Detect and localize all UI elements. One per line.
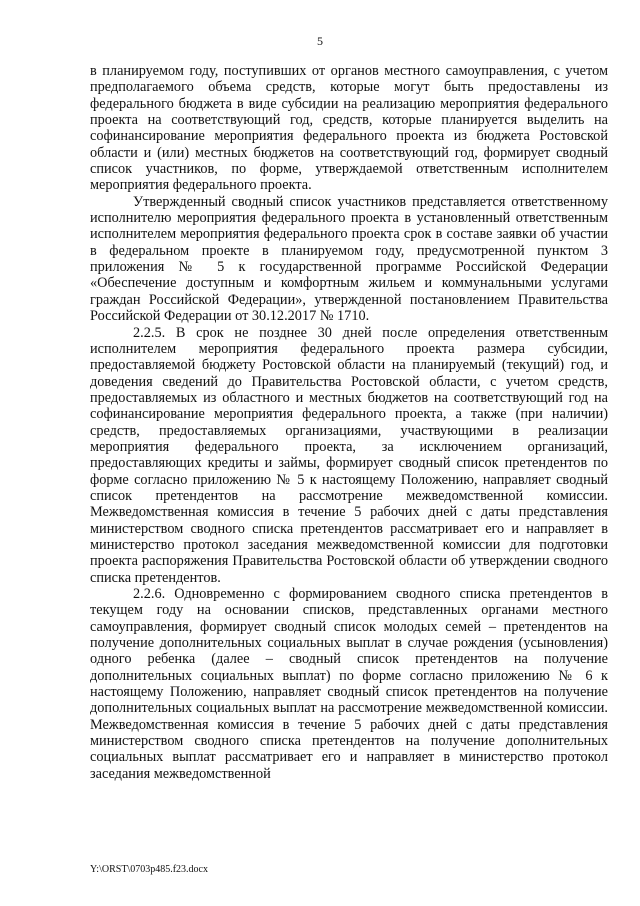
paragraph: Утвержденный сводный список участников представляется ответственному исполнителю мероприятия федерального проекта в установленный ответственным исполнителем мероприятия федерального проекта срок в составе заявки об участии в федеральном проекте в планируемом году, предусмотренной пунктом 3 приложения № 5 к государственной программе Российской Федерации «Обеспечение доступным и комфортным жильем и коммунальными услугами граждан Российской Федерации», утвержденной постановлением Правительства Российской Федерации от 30.12.2017 № 1710.: [90, 193, 608, 325]
page-number: 5: [317, 34, 323, 48]
document-body: [90, 63, 608, 782]
paragraph: 2.2.5. В срок не позднее 30 дней после определения ответственным исполнителем мероприятия федерального проекта размера субсидии, предоставляемой бюджету Ростовской области на планируемый (текущий) год, и доведения сведений до Правительства Ростовской области, с учетом средств, предоставляемых из областного и местных бюджетов на соответствующий год на софинансирование мероприятия федерального проекта, а также (при наличии) средств, предоставляемых организациями, участвующими в реализации мероприятия федерального проекта, за исключением организаций, предоставляющих кредиты и займы, формирует сводный список претендентов по форме согласно приложению № 5 к настоящему Положению, направляет сводный список претендентов на рассмотрение межведомственной комиссии. Межведомственная комиссия в течение 5 рабочих дней с даты представления министерством сводного списка претендентов рассматривает его и направляет в министерство протокол заседания межведомственной комиссии для подготовки проекта распоряжения Правительства Ростовской области об утверждении сводного списка претендентов.: [90, 324, 608, 586]
paragraph: 2.2.6. Одновременно с формированием сводного списка претендентов в текущем году на основании списков, представленных органами местного самоуправления, формирует сводный список молодых семей – претендентов на получение дополнительных социальных выплат в случае рождения (усыновления) одного ребенка (далее – сводный список претендентов на получение дополнительных социальных выплат) по форме согласно приложению № 6 к настоящему Положению, направляет сводный список претендентов на получение дополнительных социальных выплат на рассмотрение межведомственной комиссии. Межведомственная комиссия в течение 5 рабочих дней с даты представления министерством сводного списка претендентов на получение дополнительных социальных выплат рассматривает его и направляет в министерство протокол заседания межведомственной: [90, 586, 608, 782]
footer-file-path: Y:\ORST\0703p485.f23.docx: [90, 864, 208, 875]
paragraph: в планируемом году, поступивших от органов местного самоуправления, с учетом предполагаемого объема средств, которые могут быть предоставлены из федерального бюджета в виде субсидии на реализацию мероприятия федерального проекта на соответствующий год, средств, которые планируется выделить на софинансирование мероприятия федерального проекта из бюджета Ростовской области и (или) местных бюджетов на соответствующий год, формирует сводный список участников, по форме, утверждаемой ответственным исполнителем мероприятия федерального проекта.: [90, 63, 608, 194]
